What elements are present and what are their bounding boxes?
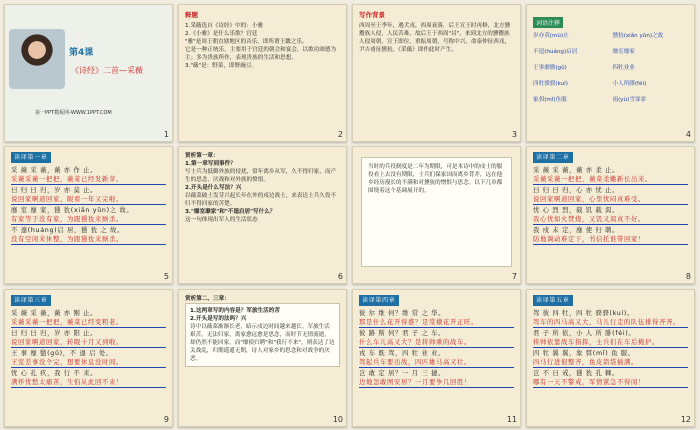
slide-number: 1 [163, 130, 169, 139]
slide-text-line: 1.采薇选自《诗经》中的：小雅 [185, 23, 264, 29]
slide-text-line: 1.这两章写的内容是？军旅生活的苦 [190, 308, 280, 314]
vocab-item: 不遑(huáng)启居 [533, 49, 578, 55]
slide-number: 9 [163, 415, 169, 424]
poem-line: 戎 车 既 驾，四 牡 业 业。 [359, 350, 446, 357]
slide-thumbnail-11[interactable] [352, 289, 521, 427]
slide-number: 5 [163, 272, 169, 281]
poem-line: 靡 室 靡 家，獯 狁(xiǎn yǔn)之 故。 [11, 207, 134, 214]
slide-thumbnail-5[interactable] [4, 146, 173, 284]
translation-line: 说回家啊道回家，转眼十月又到啦。 [11, 338, 166, 348]
slide-number: 2 [337, 130, 343, 139]
slide-footer: 第一PPT模板网-WWW.1PPT.COM [35, 110, 112, 116]
vocab-item: 王事靡盬(gǔ) [533, 65, 567, 71]
poem-line: 不 遑(huáng)启 居，獯 狁 之 故。 [11, 227, 125, 234]
translation-line: 防地调动难定下，书信托谁带回家！ [533, 235, 688, 245]
slide-number: 12 [680, 415, 691, 424]
translation-line: 采薇采薇一把把，薇菜已经变粗老。 [11, 318, 166, 328]
slide-thumbnail-12[interactable] [526, 289, 695, 427]
poem-line: 我 戍 未 定，靡 使 归 聘。 [533, 227, 620, 234]
slide-text-line: 以薇菜破土发芽兴起长年在外的戍边战士，来表达士兵久役不归不得回家的苦楚。 [185, 193, 337, 207]
poem-line: 曰 归 曰 归，心 亦 忧 止。 [533, 187, 620, 194]
slide-text-line: 2.开头是写的法吗？兴 [190, 316, 247, 322]
translation-line: 四马行进很整齐，鱼皮箭袋插满。 [533, 358, 688, 368]
slide-thumbnail-7[interactable] [352, 146, 521, 284]
slide-text-line: 当时的兵役制度是二年为期限，可是本诗中的戍士的服役看上去没有期限，士兵们保家国而离乡背井，远在他乡经历漫长的不满和对獯狁的憎恨与思念。以下几章都围绕着这个基调展开的。 [368, 164, 503, 194]
translation-line: 没有空闲来休整，为跟獯狁来厮杀。 [11, 235, 166, 245]
slide-heading: 赏析第一章： [185, 153, 219, 159]
slide-thumbnail-3[interactable] [352, 4, 521, 142]
slide-heading: 赏析第二、三章： [185, 296, 230, 302]
translation-line: 采薇采薇一把把，薇菜已经发新芽。 [11, 175, 166, 185]
slide-number: 6 [337, 272, 343, 281]
poem-line: 岂 敢 定 居？一 月 三 捷。 [359, 370, 446, 377]
vocab-item: 四牡骙骙(kuí) [533, 81, 568, 87]
translation-line: 我心忧如火焚烧，又饥又渴真不好。 [533, 215, 688, 225]
poem-line: 四 牡 翼 翼，象 弭(mǐ) 鱼 服。 [533, 350, 635, 357]
slide-text-line: 2.开头是什么写法？兴 [185, 185, 242, 191]
vocab-item: 象弭(mǐ)鱼服 [533, 97, 567, 103]
poem-line: 曰 归 曰 归，岁 亦 阳 止。 [11, 330, 98, 337]
translation-line: 驾起兵车要出战，四匹雄马高又壮。 [359, 358, 514, 368]
vocab-item: 雨(yù)雪霏霏 [612, 97, 647, 103]
slide-heading: 写作背景 [359, 11, 385, 19]
slide-number: 3 [511, 130, 517, 139]
poem-line: 彼 尔 维 何？维 常 之 华。 [359, 310, 446, 317]
slide-title: 第4课 [69, 48, 94, 58]
slide-text-line: "雅"是周王朝直辖地区的音乐，即所谓王畿之乐。 [185, 39, 308, 45]
slide-text-line: 诗中以薇菜渐渐长老，暗示戍边时间越来越长。军旅生活艰苦，无法归家，离家愈远愈是思念，而时节无情流逝，却仍然不能回家。而"靡使归聘"和"我行不来"，则表达了边关战乱，归期遥遥无期，诗人对家乡的思念和对战争的厌恶。 [190, 324, 335, 362]
slide-heading: 读译第四章 [359, 295, 399, 306]
poem-line: 彼 路 斯 何？君 子 之 车。 [359, 330, 446, 337]
poem-line: 君 子 所 依，小 人 所 腓(féi)。 [533, 330, 636, 337]
slide-text-line: 3."靡室靡家"和"不遑启居"写什么？ [185, 209, 276, 215]
slide-thumbnail-1[interactable] [4, 4, 173, 142]
slide-text-line: 这一句体现出军人的生活状态 [185, 217, 258, 223]
slide-heading: 读译第一章 [11, 152, 51, 163]
slide-thumbnail-6[interactable] [178, 146, 347, 284]
slide-text-line: 它是一种正统乐。主要用于宫廷的朝会和宴会，以歌功颂德为主；多为贵族所作，表现贵族的生活和思想。 [185, 47, 337, 61]
poem-line: 采 薇 采 薇，薇 亦 刚 止。 [11, 310, 98, 317]
translation-line: 有家等于没有家，为跟獯狁来厮杀。 [11, 215, 166, 225]
poem-line: 忧 心 烈 烈，载 饥 载 渴。 [533, 207, 620, 214]
poem-line: 忧 心 孔 疚，我 行 不 来。 [11, 370, 98, 377]
poem-line: 曰 归 曰 归，岁 亦 莫 止。 [11, 187, 98, 194]
translation-line: 说回家啊道回家，心里忧闷真难受。 [533, 195, 688, 205]
poem-line: 岂 不 日 戒，獯 狁 孔 棘。 [533, 370, 620, 377]
slide-thumbnail-10[interactable] [178, 289, 347, 427]
translation-line: 边地怎敢图安居？一月要争几回胜！ [359, 378, 514, 388]
poem-line: 驾 彼 四 牡，四 牡 骙骙(kuí)。 [533, 310, 635, 317]
vocab-item: 獯狁(xiǎn yǔn)之故 [612, 33, 664, 39]
poem-line: 王 事 靡 盬(gǔ)，不 遑 启 处。 [11, 350, 113, 357]
translation-line: 驾车的四马高又大，马儿行走的队伍排得齐齐。 [533, 318, 688, 328]
slide-number: 4 [685, 130, 691, 139]
slide-thumbnail-4[interactable] [526, 4, 695, 142]
translation-line: 王室差事没个完，想要休息没时间。 [11, 358, 166, 368]
slide-number: 10 [332, 415, 343, 424]
slide-text-line: 西周至王季年，遇犬戎，西周衰落，后王宣王时再修，北方獯鬻族人侵，人民苦难，故后王于西周"昌"，来到北方的獯鬻族人侵周朝，宣王即位，重振周朝，号称中兴。命泰仲征西戎，尹吉甫征獯狁。《采薇》即作此时产生。 [359, 23, 511, 53]
slide-subtitle: 《诗经》二首—采薇 [71, 66, 143, 75]
slide-number: 11 [506, 415, 517, 424]
slide-thumbnail-2[interactable] [178, 4, 347, 142]
slide-number: 7 [511, 272, 517, 281]
slide-text-line: 3."薇"是：野菜，即野豌豆。 [185, 63, 258, 69]
vocab-item: 岁亦莫(mù)止 [533, 33, 569, 39]
translation-line: 采薇采薇一把把，薇菜柔嫩新长出来。 [533, 175, 688, 185]
slide-number: 8 [685, 272, 691, 281]
vocab-item: 靡室靡家 [612, 49, 635, 55]
translation-line: 哪有一天不警戒，军情紧急不得闲！ [533, 378, 688, 388]
poem-line: 采 薇 采 薇，薇 亦 柔 止。 [533, 167, 620, 174]
slide-heading: 读译第五章 [533, 295, 573, 306]
slide-text-line: 2.《小雅》是什么乐歌？宫廷 [185, 31, 258, 37]
slide-heading: 读译第三章 [11, 295, 51, 306]
slide-text-line: 写士兵为抵御外族的侵扰，常年离乡从军，久不得归家，而产生的思念、厌战和对外族的愤恨。 [185, 169, 337, 183]
translation-line: 满怀忧愁太痛苦，生怕从此回不来！ [11, 378, 166, 388]
translation-line: 说回家啊道回家，眼看一年又完啦。 [11, 195, 166, 205]
portrait-image [9, 29, 65, 89]
vocab-item: 四牡业业 [612, 65, 635, 71]
translation-line: 将帅依靠战车指挥，士兵们在车后掩护。 [533, 338, 688, 348]
translation-line: 什么车儿高又大？是将帅乘的战车。 [359, 338, 514, 348]
slide-text-line: 1.第一章写到事件？ [185, 161, 236, 167]
slide-thumbnail-8[interactable] [526, 146, 695, 284]
poem-line: 采 薇 采 薇，薇 亦 作 止。 [11, 167, 98, 174]
slide-thumbnail-9[interactable] [4, 289, 173, 427]
slide-heading: 读译第二章 [533, 152, 573, 163]
translation-line: 那是什么花开得盛？是棠棣花开正旺。 [359, 318, 514, 328]
vocab-item: 小人所腓(féi) [612, 81, 647, 87]
slide-heading: 释题 [185, 11, 198, 19]
slide-heading: 词语注释 [533, 17, 563, 28]
